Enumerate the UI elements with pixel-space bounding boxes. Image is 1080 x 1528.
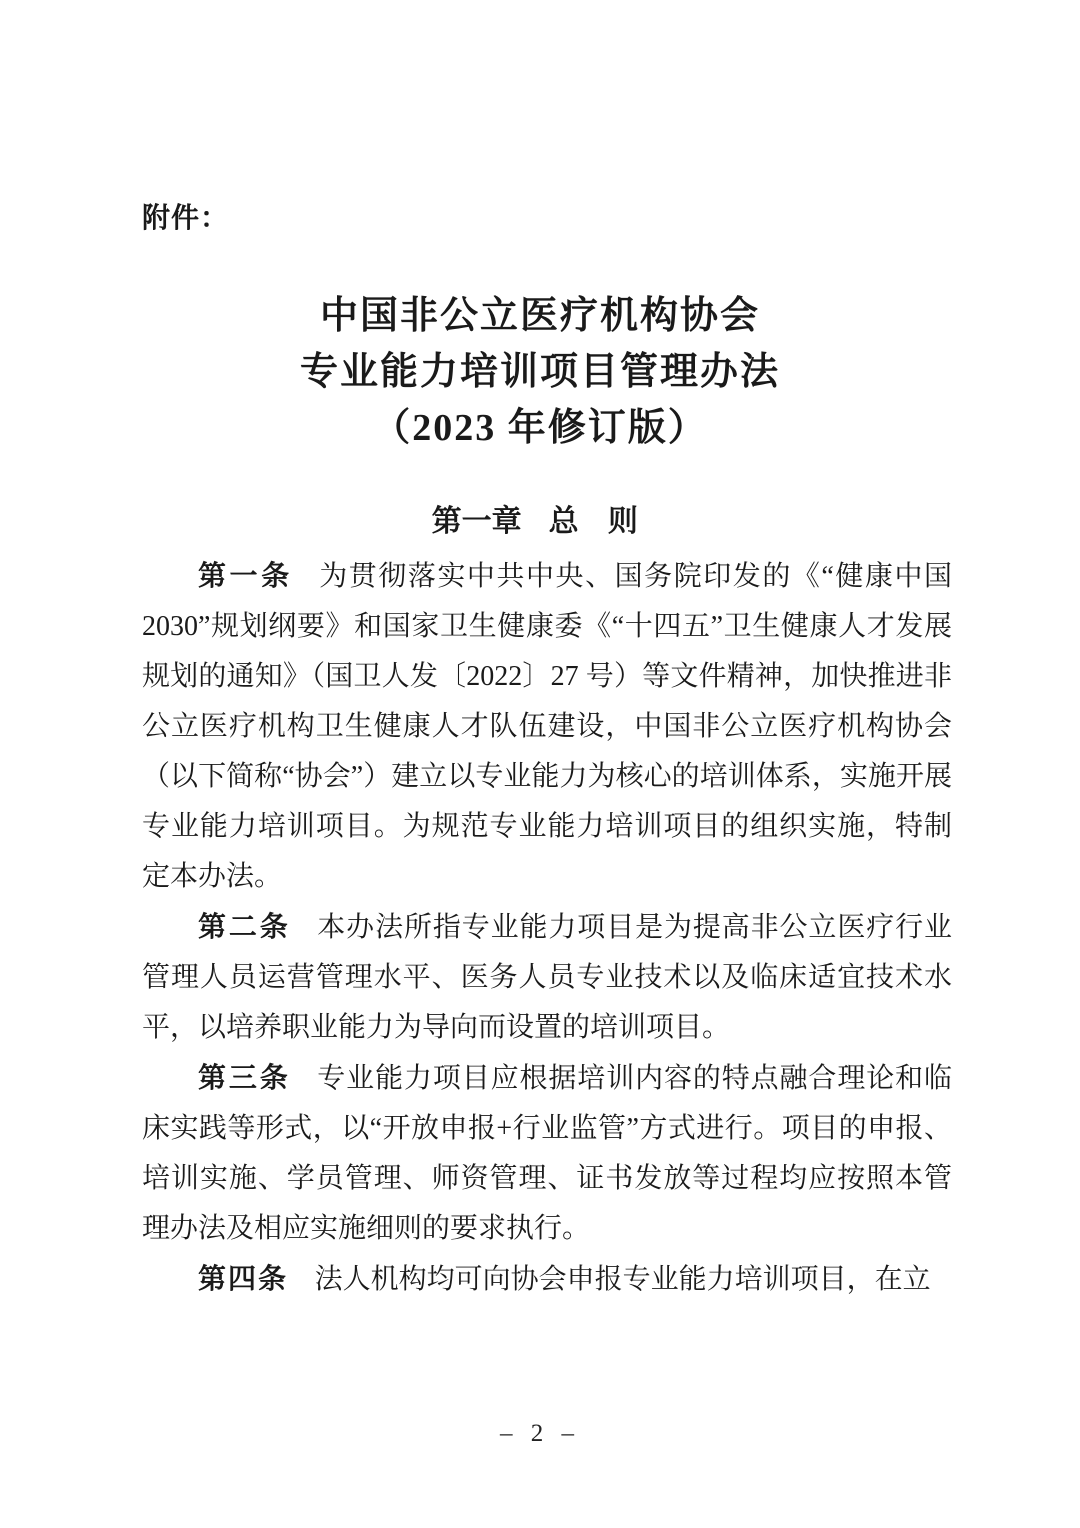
article-3-label: 第三条 xyxy=(198,1062,291,1093)
article-1 xyxy=(142,551,952,902)
article-1-label: 第一条 xyxy=(198,560,293,591)
article-1-text: 为贯彻落实中共中央、国务院印发的《“健康中国2030”规划纲要》和国家卫生健康委《“十四五”卫生健康人才发展规划的通知》（国卫人发〔2022〕27 号）等文件精神，加快推进非公立医疗机构卫生健康人才队伍建设，中国非公立医疗机构协会（以下简称“协会”）建立以专业能力为核心的培训体系，实施开展专业能力培训项目。为规范专业能力培训项目的组织实施，特制定本办法。 xyxy=(142,561,952,892)
article-2-text: 本办法所指专业能力项目是为提高非公立医疗行业管理人员运营管理水平、医务人员专业技术以及临床适宜技术水平，以培养职业能力为导向而设置的培训项目。 xyxy=(142,912,952,1043)
article-4 xyxy=(142,1254,952,1305)
page-number: – 2 – xyxy=(500,1420,580,1447)
article-2 xyxy=(142,902,952,1053)
article-3-text: 专业能力项目应根据培训内容的特点融合理论和临床实践等形式，以“开放申报+行业监管”方式进行。项目的申报、培训实施、学员管理、师资管理、证书发放等过程均应按照本管理办法及相应实施细则的要求执行。 xyxy=(142,1063,952,1244)
article-3 xyxy=(142,1053,952,1254)
document-title xyxy=(0,288,1080,456)
document-body xyxy=(142,551,952,1305)
article-4-label: 第四条 xyxy=(198,1263,289,1294)
chapter-heading xyxy=(0,503,1080,541)
chapter-number: 第一章 xyxy=(431,505,522,538)
chapter-name: 总 则 xyxy=(548,505,649,538)
document-title-line3: （2023 年修订版） xyxy=(372,407,708,449)
document-title-line2: 专业能力培训项目管理办法 xyxy=(299,351,780,393)
document-title-line1: 中国非公立医疗机构协会 xyxy=(319,295,760,337)
article-4-text: 法人机构均可向协会申报专业能力培训项目，在立 xyxy=(314,1264,931,1295)
attachment-label: 附件： xyxy=(142,202,230,233)
article-2-label: 第二条 xyxy=(198,911,291,942)
